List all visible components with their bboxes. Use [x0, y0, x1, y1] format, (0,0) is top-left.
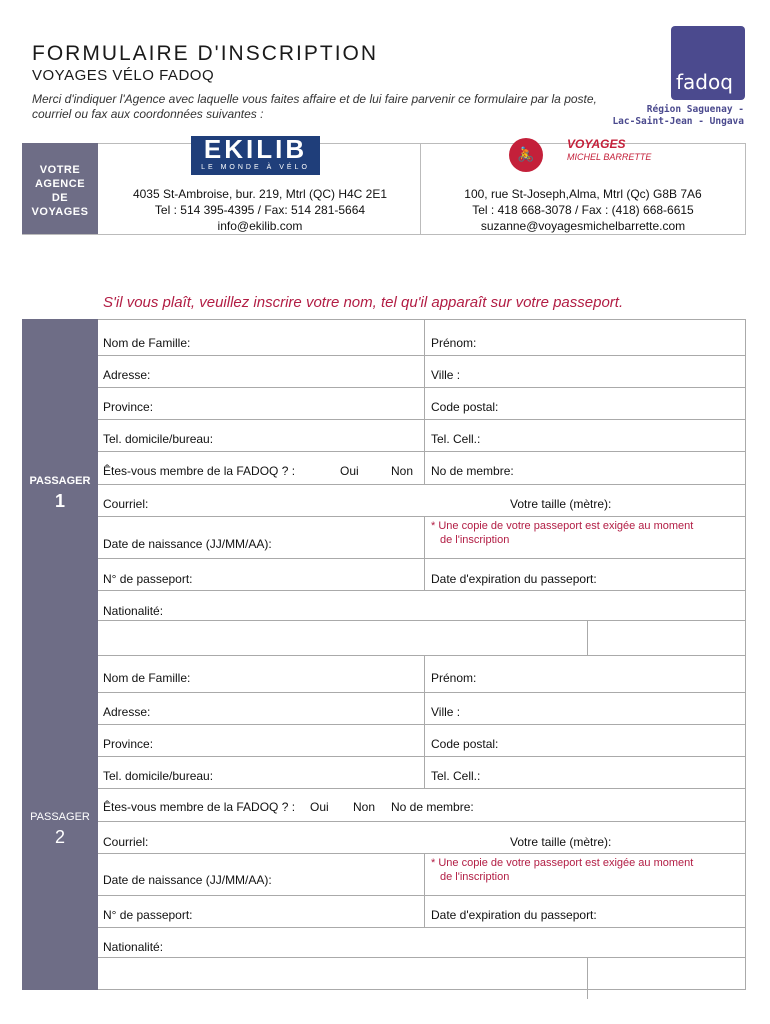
passenger-label: PASSAGER — [29, 475, 91, 487]
agency-bottom-border — [22, 234, 746, 235]
last-name-field[interactable]: Nom de Famille: — [103, 671, 191, 685]
fadoq-logo — [671, 26, 745, 100]
form-row — [98, 558, 745, 590]
fadoq-logo-text: fadoq — [676, 70, 733, 94]
form-row — [98, 419, 745, 451]
member-yes-option[interactable]: Oui — [340, 464, 359, 478]
member-no-option[interactable]: Non — [353, 800, 376, 814]
cell-phone-field[interactable]: Tel. Cell.: — [431, 432, 481, 446]
passport-note — [431, 856, 693, 884]
intro-text: Merci d'indiquer l'Agence avec laquelle vous faites affaire et de lui faire parvenir ce formulaire par la poste, courriel ou fax aux coordonnées suivantes : — [32, 92, 597, 121]
form-row-blank — [98, 620, 745, 656]
ekilib-address — [100, 186, 420, 234]
ekilib-address-line: 4035 St-Ambroise, bur. 219, Mtrl (QC) H4C 2E1 — [132, 187, 388, 201]
michel-email[interactable]: suzanne@voyagesmichelbarrette.com — [480, 219, 686, 233]
form-row — [98, 821, 745, 853]
ekilib-email[interactable]: info@ekilib.com — [217, 219, 303, 233]
passport-number-field[interactable]: N° de passeport: — [103, 572, 193, 586]
passenger-section-2 — [22, 655, 746, 990]
passenger-section-1 — [22, 319, 746, 656]
form-row — [98, 927, 745, 957]
passport-note-line2: de l'inscription — [440, 871, 510, 883]
form-row — [98, 451, 745, 484]
home-phone-field[interactable]: Tel. domicile/bureau: — [103, 769, 214, 783]
page-subtitle: VOYAGES VÉLO FADOQ — [32, 67, 215, 84]
agency-label-line: AGENCE — [34, 178, 86, 190]
passport-instruction: S'il vous plaît, veuillez inscrire votre nom, tel qu'il apparaît sur votre passeport. — [103, 294, 624, 311]
passport-expiry-field[interactable]: Date d'expiration du passeport: — [431, 908, 597, 922]
passport-note-line1: * Une copie de votre passeport est exigée au moment — [431, 857, 694, 869]
member-yes-option[interactable]: Oui — [310, 800, 329, 814]
form-row — [98, 387, 745, 419]
province-field[interactable]: Province: — [103, 400, 154, 414]
member-no-option[interactable]: Non — [391, 464, 414, 478]
michel-logo-name: MICHEL BARRETTE — [567, 152, 652, 162]
height-field[interactable]: Votre taille (mètre): — [510, 835, 612, 849]
postal-code-field[interactable]: Code postal: — [431, 400, 499, 414]
agency-label-line: DE — [51, 192, 69, 204]
email-field[interactable]: Courriel: — [103, 497, 149, 511]
ekilib-logo-text: EKILIB — [203, 134, 308, 164]
passenger-label: PASSAGER — [30, 811, 90, 823]
address-field[interactable]: Adresse: — [103, 705, 151, 719]
form-row — [98, 853, 745, 895]
passenger-grid — [98, 655, 746, 990]
member-number-field[interactable]: No de membre: — [391, 800, 474, 814]
fadoq-member-question: Êtes-vous membre de la FADOQ ? : — [103, 800, 296, 814]
nationality-field[interactable]: Nationalité: — [103, 604, 164, 618]
form-row — [98, 692, 745, 724]
height-field[interactable]: Votre taille (mètre): — [510, 497, 612, 511]
postal-code-field[interactable]: Code postal: — [431, 737, 499, 751]
first-name-field[interactable]: Prénom: — [431, 671, 477, 685]
passenger-side-label — [22, 655, 98, 990]
agency-label-line: VOTRE — [39, 164, 81, 176]
fadoq-region-line2: Lac-Saint-Jean - Ungava — [612, 116, 744, 127]
agency-right-border — [745, 143, 746, 234]
michel-address — [421, 186, 745, 234]
passport-note-line2: de l'inscription — [440, 534, 510, 546]
cell-phone-field[interactable]: Tel. Cell.: — [431, 769, 481, 783]
home-phone-field[interactable]: Tel. domicile/bureau: — [103, 432, 214, 446]
ekilib-logo — [191, 136, 320, 175]
ekilib-logo-tagline: LE MONDE À VÉLO — [201, 164, 310, 171]
last-name-field[interactable]: Nom de Famille: — [103, 336, 191, 350]
agency-label — [22, 143, 98, 234]
form-row — [98, 724, 745, 756]
form-row — [98, 590, 745, 620]
province-field[interactable]: Province: — [103, 737, 154, 751]
fadoq-member-question: Êtes-vous membre de la FADOQ ? : — [103, 464, 296, 478]
birth-date-field[interactable]: Date de naissance (JJ/MM/AA): — [103, 537, 272, 551]
form-row — [98, 355, 745, 387]
ekilib-phone-line: Tel : 514 395-4395 / Fax: 514 281-5664 — [154, 203, 366, 217]
passenger-side-label — [22, 319, 98, 656]
first-name-field[interactable]: Prénom: — [431, 336, 477, 350]
michel-phone-line: Tel : 418 668-3078 / Fax : (418) 668-6615 — [472, 203, 694, 217]
form-row — [98, 516, 745, 558]
passenger-grid — [98, 319, 746, 656]
form-row — [98, 788, 745, 821]
fadoq-region — [612, 104, 744, 128]
form-row — [98, 484, 745, 516]
passport-number-field[interactable]: N° de passeport: — [103, 908, 193, 922]
city-field[interactable]: Ville : — [431, 368, 461, 382]
page-title: FORMULAIRE D'INSCRIPTION — [32, 42, 379, 65]
form-row — [98, 319, 745, 355]
cyclist-icon: 🚴 — [509, 138, 543, 172]
michel-barrette-logo — [509, 136, 659, 180]
michel-address-line: 100, rue St-Joseph,Alma, Mtrl (Qc) G8B 7A6 — [464, 187, 702, 201]
email-field[interactable]: Courriel: — [103, 835, 149, 849]
passenger-number: 2 — [54, 827, 65, 847]
form-row — [98, 895, 745, 927]
member-number-field[interactable]: No de membre: — [431, 464, 514, 478]
agency-label-line: VOYAGES — [31, 206, 89, 218]
passenger-number: 1 — [54, 491, 65, 511]
form-row — [98, 655, 745, 692]
address-field[interactable]: Adresse: — [103, 368, 151, 382]
fadoq-region-line1: Région Saguenay - — [646, 104, 744, 115]
passport-note — [431, 519, 693, 547]
nationality-field[interactable]: Nationalité: — [103, 940, 164, 954]
city-field[interactable]: Ville : — [431, 705, 461, 719]
passport-expiry-field[interactable]: Date d'expiration du passeport: — [431, 572, 597, 586]
birth-date-field[interactable]: Date de naissance (JJ/MM/AA): — [103, 873, 272, 887]
michel-logo-voyages: VOYAGES — [567, 137, 626, 151]
form-row-blank — [98, 957, 745, 999]
form-row — [98, 756, 745, 788]
passport-note-line1: * Une copie de votre passeport est exigée au moment — [431, 520, 694, 532]
